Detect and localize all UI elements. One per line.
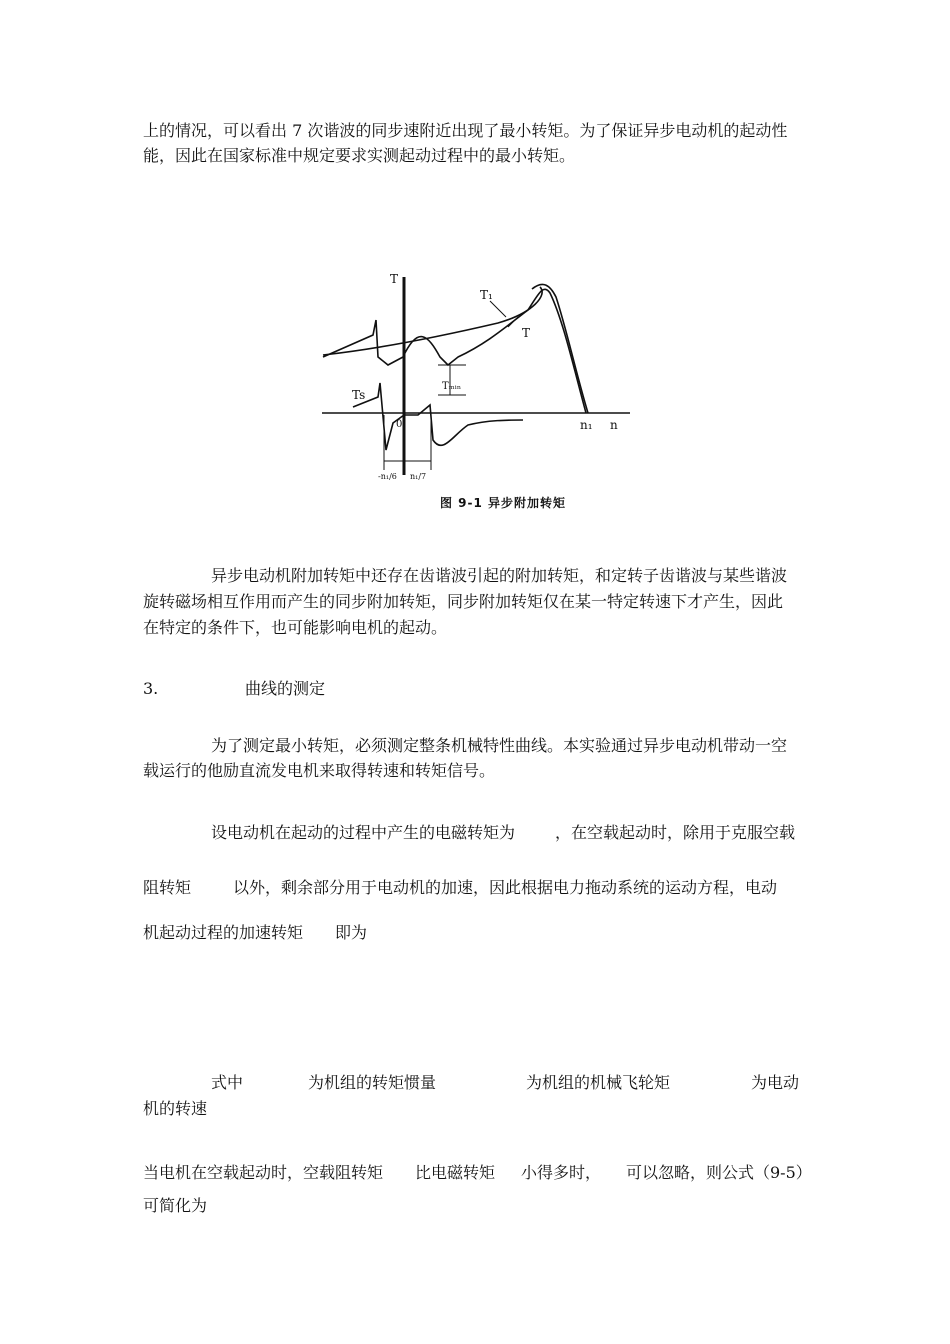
para5-b: 为机组的转矩惯量 — [308, 1073, 437, 1092]
para3-line1: 为了测定最小转矩，必须测定整条机械特性曲线。本实验通过异步电动机带动一空 — [211, 736, 788, 755]
label-n1-7: n₁/7 — [410, 472, 427, 481]
para5-c: 为机组的机械飞轮矩 — [526, 1073, 671, 1092]
label-T-curve: T — [522, 326, 531, 340]
curve-T-outer — [532, 284, 588, 413]
torque-diagram — [318, 265, 638, 520]
para6-b: 比电磁转矩 — [415, 1163, 496, 1182]
label-Ts: Ts — [352, 388, 366, 402]
figure-9-1 — [318, 265, 638, 520]
para6-c: 小得多时， — [521, 1163, 602, 1182]
label-Tmin: Tₘᵢₙ — [442, 381, 462, 392]
label-n1: n₁ — [580, 418, 593, 432]
section-number: 3. — [143, 679, 159, 698]
label-zero: 0 — [396, 419, 403, 430]
para2-line3: 在特定的条件下，也可能影响电机的起动。 — [143, 618, 448, 637]
figure-caption: 图 9-1 异步附加转矩 — [440, 496, 567, 510]
para4-line1b: ，在空载起动时，除用于克服空载 — [555, 823, 796, 842]
para5-d: 为电动 — [751, 1073, 800, 1092]
label-neg-n1-6: -n₁/6 — [378, 472, 397, 481]
label-T1: T₁ — [480, 288, 493, 302]
label-n: n — [610, 418, 618, 432]
para1-line1: 上的情况，可以看出 7 次谐波的同步速附近出现了最小转矩。为了保证异步电动机的起动性 — [143, 121, 788, 140]
para4-line1a: 设电动机在起动的过程中产生的电磁转矩为 — [211, 823, 516, 842]
curve-Ts — [353, 383, 523, 450]
para4-line2b: 以外，剩余部分用于电动机的加速，因此根据电力拖动系统的运动方程，电动 — [233, 878, 778, 897]
para5-a: 式中 — [211, 1073, 244, 1092]
para2-line1: 异步电动机附加转矩中还存在齿谐波引起的附加转矩，和定转子齿谐波与某些谐波 — [211, 566, 788, 585]
para6-d: 可以忽略，则公式（9-5） — [626, 1163, 812, 1182]
para4-line3b: 即为 — [335, 923, 368, 942]
para5-e: 机的转速 — [143, 1099, 208, 1118]
para1-line2: 能，因此在国家标准中规定要求实测起动过程中的最小转矩。 — [143, 146, 576, 165]
label-T-axis: T — [390, 272, 399, 286]
para4-line3a: 机起动过程的加速转矩 — [143, 923, 304, 942]
para6-a: 当电机在空载起动时，空载阻转矩 — [143, 1163, 384, 1182]
para3-line2: 载运行的他励直流发电机来取得转速和转矩信号。 — [143, 761, 496, 780]
section-title: 曲线的测定 — [245, 679, 326, 698]
para4-line2a: 阻转矩 — [143, 878, 192, 897]
para2-line2: 旋转磁场相互作用而产生的同步附加转矩，同步附加转矩仅在某一特定转速下才产生，因此 — [143, 592, 784, 611]
para6-e: 可简化为 — [143, 1196, 208, 1215]
